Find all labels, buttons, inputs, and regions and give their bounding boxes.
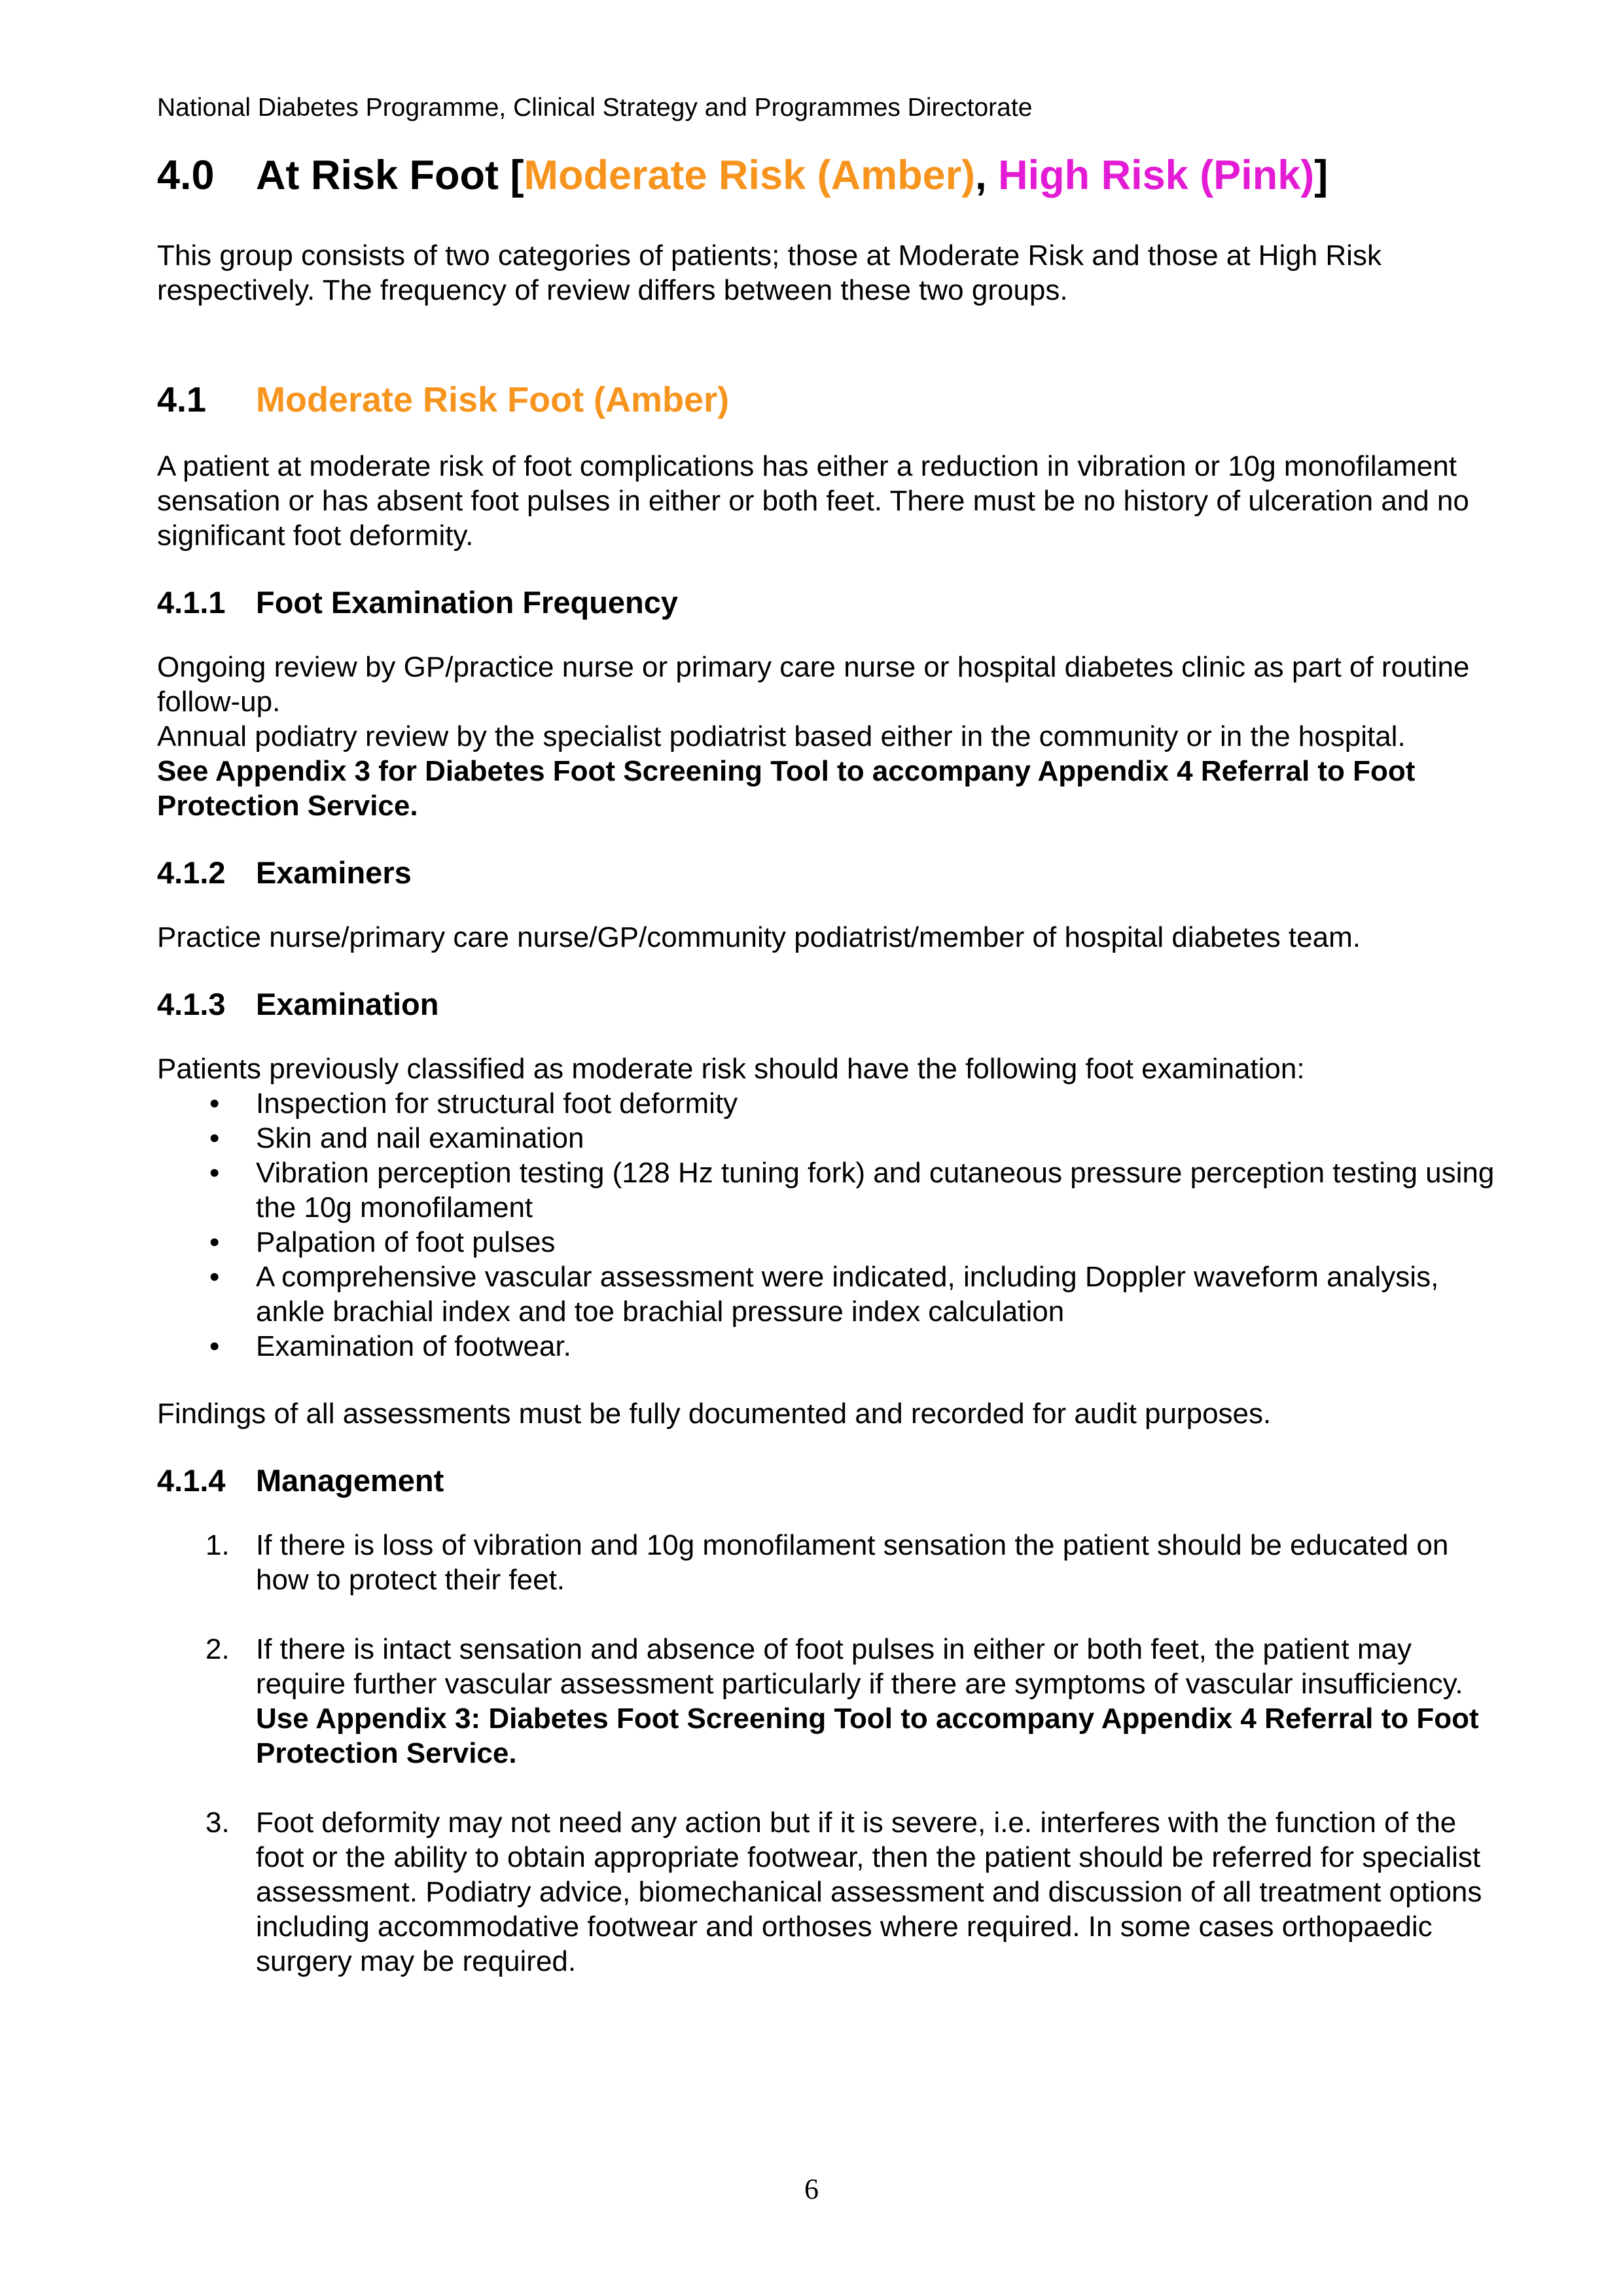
section-4-1-body: A patient at moderate risk of foot complications has either a reduction in vibration or 10g monofilament sensation or has absent foot pulses in either or both feet. There must be no history of ulceration and no significant foot deformity. xyxy=(157,450,1469,552)
examiners-body: Practice nurse/primary care nurse/GP/community podiatrist/member of hospital diabetes team. xyxy=(157,921,1361,953)
page-number: 6 xyxy=(804,2173,819,2205)
examination-list xyxy=(157,1086,1505,1364)
section-4-1-2-heading xyxy=(157,853,1505,892)
section-4-1-4-heading xyxy=(157,1461,1505,1500)
section-title: Moderate Risk Foot (Amber) xyxy=(256,380,730,419)
section-number: 4.0 xyxy=(157,152,215,198)
bullet-mark: • xyxy=(209,1330,220,1362)
list-item-text: Foot deformity may not need any action but if it is severe, i.e. interferes with the function of the foot or the ability to obtain appropriate footwear, then the patient should be referred for specialist assessment. Podiatry advice, biomechanical assessment and discussion of all treatment options including accommodative footwear and orthoses where required. In some cases orthopaedic surgery may be required. xyxy=(256,1807,1482,1977)
section-4-1-1-heading xyxy=(157,583,1505,622)
page-content xyxy=(157,92,1505,2013)
list-item-text: A comprehensive vascular assessment were indicated, including Doppler waveform analysis, ankle brachial index and toe brachial pressure index calculation xyxy=(256,1261,1439,1328)
section-number: 4.1.2 xyxy=(157,855,226,890)
section-4-0-intro: This group consists of two categories of patients; those at Moderate Risk and those at High Risk respectively. The frequency of review differs between these two groups. xyxy=(157,239,1382,306)
list-item-text: If there is loss of vibration and 10g monofilament sensation the patient should be educated on how to protect their feet. xyxy=(256,1529,1449,1596)
section-4-0-heading xyxy=(157,148,1505,203)
list-number: 2. xyxy=(205,1633,230,1665)
title-moderate-risk: Moderate Risk (Amber) xyxy=(524,152,976,198)
examination-intro: Patients previously classified as moderate risk should have the following foot examination: xyxy=(157,1053,1305,1085)
title-suffix: ] xyxy=(1314,152,1329,198)
title-high-risk: High Risk (Pink) xyxy=(998,152,1315,198)
bullet-mark: • xyxy=(209,1157,220,1189)
list-item xyxy=(157,1329,1505,1364)
section-title: Management xyxy=(256,1463,444,1498)
list-item-text: Palpation of foot pulses xyxy=(256,1226,556,1258)
section-4-1-3-heading xyxy=(157,985,1505,1024)
section-title: Examination xyxy=(256,987,439,1021)
section-4-1-heading xyxy=(157,377,1505,423)
list-item-text: Skin and nail examination xyxy=(256,1122,584,1154)
section-title xyxy=(256,148,1328,203)
section-number: 4.1 xyxy=(157,380,207,419)
frequency-line-2: Annual podiatry review by the specialist podiatrist based either in the community or in the hospital. xyxy=(157,720,1406,752)
list-item-body xyxy=(256,1632,1505,1771)
section-number: 4.1.4 xyxy=(157,1463,226,1498)
list-item-text: If there is intact sensation and absence of foot pulses in either or both feet, the patient may require further vascular assessment particularly if there are symptoms of vascular insufficiency. xyxy=(256,1633,1463,1700)
appendix-note: See Appendix 3 for Diabetes Foot Screening Tool to accompany Appendix 4 Referral to Foot Protection Service. xyxy=(157,755,1416,822)
list-item-text: Examination of footwear. xyxy=(256,1330,571,1362)
section-number: 4.1.1 xyxy=(157,585,226,620)
bullet-mark: • xyxy=(209,1261,220,1293)
frequency-line-1: Ongoing review by GP/practice nurse or primary care nurse or hospital diabetes clinic as part of routine follow-up. xyxy=(157,651,1470,718)
list-item xyxy=(157,1156,1505,1225)
appendix-note: Use Appendix 3: Diabetes Foot Screening Tool to accompany Appendix 4 Referral to Foot Protection Service. xyxy=(256,1703,1479,1769)
list-item xyxy=(157,1225,1505,1260)
list-number: 1. xyxy=(205,1529,230,1561)
list-item xyxy=(157,1528,1505,1597)
list-item xyxy=(157,1805,1505,1979)
section-title: Examiners xyxy=(256,855,412,890)
examination-closing: Findings of all assessments must be fully documented and recorded for audit purposes. xyxy=(157,1398,1272,1430)
title-prefix: At Risk Foot [ xyxy=(256,152,524,198)
list-item xyxy=(157,1121,1505,1156)
list-item xyxy=(157,1086,1505,1121)
bullet-mark: • xyxy=(209,1122,220,1154)
list-number: 3. xyxy=(205,1807,230,1839)
bullet-mark: • xyxy=(209,1226,220,1258)
running-header: National Diabetes Programme, Clinical Strategy and Programmes Directorate xyxy=(157,94,1033,122)
list-item-text: Inspection for structural foot deformity xyxy=(256,1087,738,1120)
list-item xyxy=(157,1632,1505,1771)
section-number: 4.1.3 xyxy=(157,987,226,1021)
section-title: Foot Examination Frequency xyxy=(256,585,679,620)
list-item xyxy=(157,1260,1505,1329)
management-list xyxy=(157,1528,1505,1979)
title-separator: , xyxy=(975,152,999,198)
list-item-text: Vibration perception testing (128 Hz tuning fork) and cutaneous pressure perception testing using the 10g monofilament xyxy=(256,1157,1495,1224)
bullet-mark: • xyxy=(209,1087,220,1120)
